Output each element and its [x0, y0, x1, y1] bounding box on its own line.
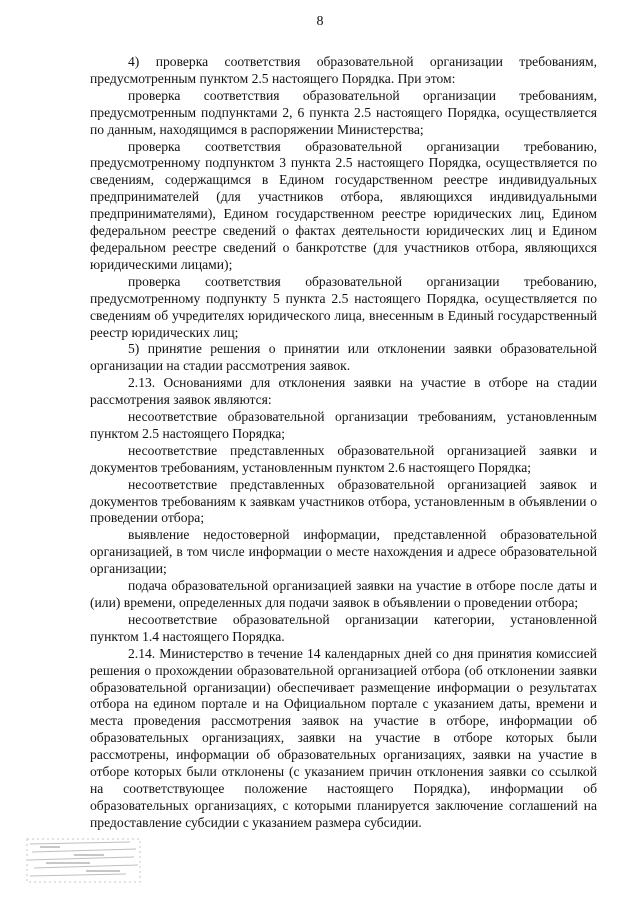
paragraph-item-5: 5) принятие решения о принятии или отклонении заявки образовательной организации на стадии рассмотрения заявок. — [90, 341, 597, 374]
page-number: 8 — [316, 14, 324, 29]
faded-stamp-icon — [26, 838, 142, 884]
paragraph-check-subpoints-2-6: проверка соответствия образовательной организации требованиям, предусмотренным подпунктами 2, 6 пункта 2.5 настоящего Порядка, осуществляется по данным, находящимся в распоряжении Министерства; — [90, 87, 597, 137]
paragraph-reason-announcement: несоответствие представленных образовательной организацией заявок и документов требованиям к заявкам участников отбора, установленным в объявлении о проведении отбора; — [90, 476, 597, 526]
paragraph-check-subpoint-3: проверка соответствия образовательной организации требованию, предусмотренному подпунктом 3 пункта 2.5 настоящего Порядка, осуществляется по сведениям, содержащимся в Едином государственном реестре индивидуальных предпринимателей (для участников отбора, являющихся индивидуальными предпринимателями), Едином государственном реестре юридических лиц, Едином федеральном реестре сведений о фактах деятельности юридических лиц и Едином федеральном реестре сведений о банкротстве (для участников отбора, являющихся юридическими лицами); — [90, 138, 597, 272]
paragraph-reason-late-submission: подача образовательной организацией заявки на участие в отборе после даты и (или) времени, определенных для подачи заявок в объявлении о проведении отбора; — [90, 578, 597, 610]
paragraph-2-14: 2.14. Министерство в течение 14 календарных дней со дня принятия комиссией решения о прохождении образовательной организацией отбора (об отклонении заявки образовательной организации) обеспечивает размещение информации о результатах отбора на едином портале и на Официальном портале с указанием даты, времени и места проведения рассмотрения заявок на участие в отборе, информации об образовательных организациях, заявки на участие в отборе которых были рассмотрены, информации об образовательных организациях, заявки на участие в отборе которых были отклонены (с указанием причин отклонения заявки со ссылкой на соответствующее положение настоящего Порядка), информации об образовательных организациях, с которыми планируется заключение соглашений на предоставление субсидии с указанием размера субсидии. — [90, 645, 597, 830]
document-body — [90, 54, 597, 832]
paragraph-reason-category: несоответствие образовательной организации категории, установленной пунктом 1.4 настоящего Порядка. — [90, 611, 597, 644]
paragraph-reason-requirements: несоответствие образовательной организации требованиям, установленным пунктом 2.5 настоящего Порядка; — [90, 409, 597, 441]
paragraph-item-4: 4) проверка соответствия образовательной организации требованиям, предусмотренным пунктом 2.5 настоящего Порядка. При этом: — [90, 54, 597, 86]
paragraph-reason-documents: несоответствие представленных образовательной организацией заявки и документов требованиям, установленным пунктом 2.6 настоящего Порядка; — [90, 442, 597, 475]
paragraph-2-13: 2.13. Основаниями для отклонения заявки на участие в отборе на стадии рассмотрения заявок являются: — [90, 375, 597, 408]
paragraph-check-subpoint-5: проверка соответствия образовательной организации требованию, предусмотренному подпункту 5 пункта 2.5 настоящего Порядка, осуществляется по сведениям об учредителях юридического лица, внесенным в Единый государственный реестр юридических лиц; — [90, 273, 597, 340]
paragraph-reason-false-info: выявление недостоверной информации, представленной образовательной организацией, в том числе информации о месте нахождения и адресе образовательной организации; — [90, 527, 597, 577]
